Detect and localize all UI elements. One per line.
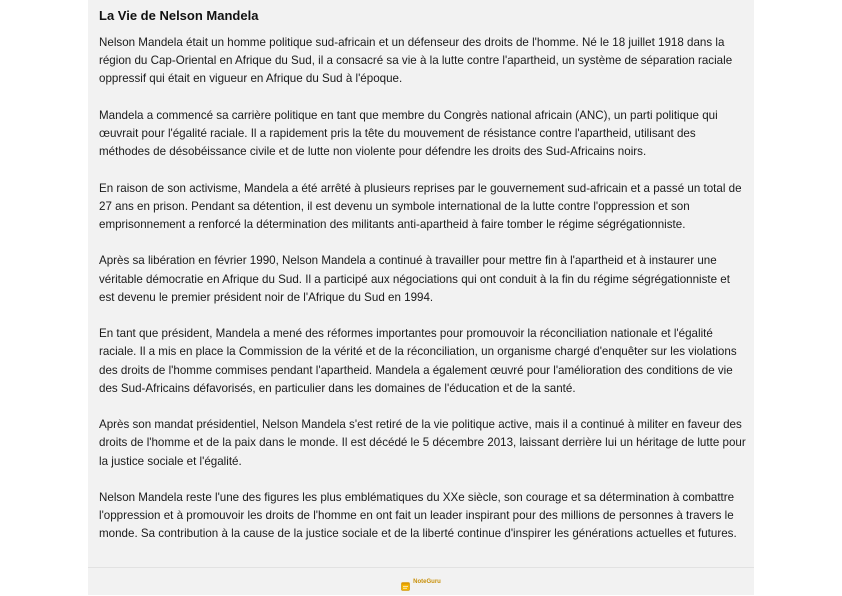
- paragraph-4: Après sa libération en février 1990, Nelson Mandela a continué à travailler pour mettre fin à l'apartheid et à instaurer une véritable démocratie en Afrique du Sud. Il a participé aux négociations qui ont conduit à la fin du régime ségrégationniste et est devenu le premier président noir de l'Afrique du Sud en 1994.: [99, 254, 730, 304]
- footer: [88, 567, 754, 596]
- paragraph-3: En raison de son activisme, Mandela a été arrêté à plusieurs reprises par le gouvernement sud-africain et a passé un total de 27 ans en prison. Pendant sa détention, il est devenu un symbole international de la lutte contre l'oppression et son emprisonnement a renforcé la détermination des militants anti-apartheid à faire tomber le régime ségrégationniste.: [99, 181, 742, 231]
- paragraph-6: Après son mandat présidentiel, Nelson Mandela s'est retiré de la vie politique active, mais il a continué à militer en faveur des droits de l'homme et de la paix dans le monde. Il est décédé le 5 décembre 2013, laissant derrière lui un héritage de lutte pour la justice sociale et l'égalité.: [99, 418, 746, 468]
- brand-name: NoteGuru: [413, 579, 441, 585]
- document-page: [88, 0, 754, 595]
- notepad-icon: [401, 578, 410, 587]
- paragraph-1: Nelson Mandela était un homme politique sud-africain et un défenseur des droits de l'homme. Né le 18 juillet 1918 dans la région du Cap-Oriental en Afrique du Sud, il a consacré sa vie à la lutte contre l'apartheid, un système de séparation raciale oppressif qui était en vigueur en Afrique du Sud à l'époque.: [99, 36, 733, 86]
- document-content: [99, 7, 747, 562]
- paragraph-5: En tant que président, Mandela a mené des réformes importantes pour promouvoir la réconciliation nationale et l'égalité raciale. Il a mis en place la Commission de la vérité et de la réconciliation, un organisme chargé d'enquêter sur les violations des droits de l'homme commises pendant l'apartheid. Mandela a également œuvré pour l'amélioration des conditions de vie des Sud-Africains défavorisés, en particulier dans les domaines de l'éducation et de la santé.: [99, 327, 737, 395]
- paragraph-7: Nelson Mandela reste l'une des figures les plus emblématiques du XXe siècle, son courage et sa détermination à combattre l'oppression et à promouvoir les droits de l'homme en ont fait un leader inspirant pour des millions de personnes à travers le monde. Sa contribution à la cause de la justice sociale et de la liberté continue d'inspirer les générations actuelles et futures.: [99, 490, 737, 541]
- document-title: La Vie de Nelson Mandela: [99, 8, 259, 23]
- paragraph-2: Mandela a commencé sa carrière politique en tant que membre du Congrès national africain (ANC), un parti politique qui œuvrait pour l'égalité raciale. Il a rapidement pris la tête du mouvement de résistance contre l'apartheid, utilisant des méthodes de désobéissance civile et de lutte non violente pour défendre les droits des Sud-Africains noirs.: [99, 108, 718, 159]
